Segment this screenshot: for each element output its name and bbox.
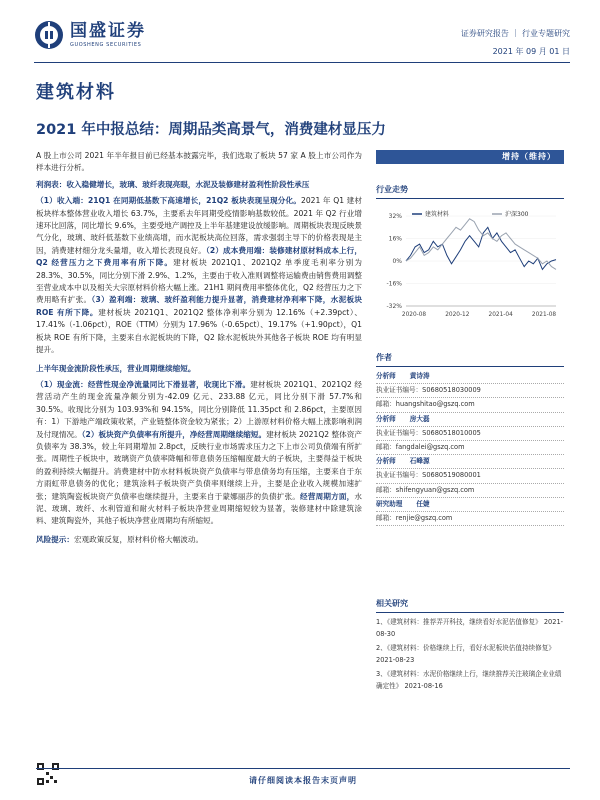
author-cert: S0680518030009 [422,386,481,395]
p1-label: （1）收入端： [36,196,88,206]
cf-p2-body: 建材板块 2021Q2 整体资产负债率为 38.3%，较上年同期增加 2.8pct，反映行业市场需求压力之下上市公司负债端有所扩张。周期性子板块中，玻璃资产负债率降幅和带息债务压缩幅度最大的子板块，主要得益于板块的盈利持续大幅提升。消费建材中防水材料板块资产负债率与带息债务均有压缩，主要来自于东方雨虹带息债务的优化；建筑涂料子板块资产负债率则继续上升，主要是企业收入规模加速扩张；建筑陶瓷板块资产负债率也继续提升，主要来自于蒙娜丽莎的负债扩张。 [36,429,363,501]
sector-title: 建筑材料 [36,82,116,103]
author-cert: S0680518010005 [422,428,481,437]
company-logo [34,20,146,50]
author-block [376,413,564,456]
author-block [376,370,564,413]
report-date: 2021 年 09 月 01 日 [492,47,570,56]
y-tick-label: -16% [386,280,402,288]
section-lead-cashflow: 上半年现金流阶段性承压，营业周期继续缩短。 [36,363,196,373]
legend-label: 建筑材料 [425,211,450,218]
rating-badge: 增持（维持） [376,150,564,164]
cf-p2-tail: 水泥、玻璃、玻纤、水利管道和耐火材料子板块净营业周期缩短较为显著，装修建材中除建筑涂料、建筑陶瓷外，其他子板块净营业周期均有所缩短。 [36,491,363,526]
trend-chart [376,206,564,328]
trend-chart-svg [376,206,564,328]
authors-list [376,370,564,526]
related-item[interactable] [376,616,564,641]
author-block [376,455,564,498]
intro-paragraph: A 股上市公司 2021 年半年报目前已经基本披露完毕，我们选取了板块 57 家 A 股上市公司作为样本进行分析。 [36,151,362,173]
author-email[interactable]: huangshitao@gszq.com [395,400,475,409]
logo-text-en: GUOSHENG SECURITIES [70,42,142,48]
y-tick-label: 32% [388,213,402,220]
author-role: 研究助理 [376,499,403,508]
series-line-index [406,219,556,270]
cf-p1-body: 建材板块 2021Q1、2021Q2 经营活动产生的现金流量净额分别为-42.09 亿元、233.88 亿元，同比分别下滑 57.7%和 30.5%。收现比分别为 103.93%和 94.15%，同比分别降低 11.35pct 和 2.86pct，主要原因有：1）下游地产端政策收紧，产业链整体资金较为紧张；2）上游原材料价格大幅上涨影响利润及付现情况。 [36,379,362,439]
cert-label: 执业证书编号： [376,471,423,480]
author-name: 房大磊 [409,414,430,423]
related-text: 1、《建筑材料：推荐弄开科技，继续看好水泥估值修复》 [376,618,542,626]
p3-head: 玻璃、玻纤盈利能力提升显著，消费建材净利率下降，水泥板块 ROE 有所下降。 [36,295,362,317]
related-item[interactable] [376,642,564,667]
author-role: 分析师 [376,457,396,466]
email-label: 邮箱： [376,514,396,523]
author-role: 分析师 [376,414,396,423]
author-name: 任婕 [416,499,430,508]
p1-body: 2021 年 Q1 建材板块样本整体营业收入增长 63.7%，主要系去年同期受疫情影响基数较低。2021 年 Q2 行业增速环比回落，同比增长 9.6%，主要受地产调控及上半年基建建设放缓影响。周期板块表现反映景气分化，玻璃、玻纤低基数下业绩高增，而水泥板块高位回落，需求强弱主导下的价格表现是主因，消费建材细分龙头量增，收入增长表现良好。 [36,196,362,255]
author-email[interactable]: fangdalei@gszq.com [395,443,465,452]
logo-text-cn: 国盛证券 [70,21,146,41]
chart-section-title: 行业走势 [376,184,564,199]
y-tick-label: 16% [388,235,402,243]
author-name: 石峰源 [409,457,430,466]
section-lead-income: 利润表：收入稳健增长，玻璃、玻纤表现亮眼，水泥及装修建材盈利性阶段性承压 [36,179,310,189]
report-type: 证券研究报告 ｜ 行业专题研究 [460,29,570,38]
email-label: 邮箱： [376,443,396,452]
related-title: 相关研究 [376,598,564,613]
footer-disclaimer: 请仔细阅读本报告末页声明 [36,768,570,786]
related-date: 2021-08-30 [376,618,564,639]
cf-p2-head2: 经营周期方面， [300,491,355,501]
p3-body: 建材板块 2021Q1、2021Q2 整体净利率分别为 12.16%（+2.39pct）、17.41%（-1.06pct），ROE（TTM）分别为 17.96%（-0.65pct）、19.17%（+1.90pct），Q1 板块 ROE 有所下降，主要来自水泥板块的下降，Q2 除水泥板块外其他各子板块 ROE 均有明显提升。 [36,307,363,355]
x-tick-label: 2021-04 [488,312,513,318]
author-name: 黄诗涛 [409,372,430,380]
author-email[interactable]: renjie@gszq.com [395,514,453,523]
risk-text: 宏观政策反复，原材料价格大幅波动。 [73,534,204,544]
email-label: 邮箱： [376,485,396,494]
main-body [36,150,362,549]
cashflow-paragraph [36,379,362,528]
guosheng-logo-icon [34,20,64,50]
email-label: 邮箱： [376,400,396,409]
related-item[interactable] [376,668,564,693]
cf-p1-label: （1）现金流： [36,379,88,389]
related-text: 3、《建筑材料：水泥价格继续上行，继续推荐关注玻璃企业业绩确定性》 [376,669,562,691]
report-title: 2021 年中报总结：周期品类高景气，消费建材显压力 [36,122,386,138]
x-tick-label: 2021-08 [531,312,557,318]
p3-label: （3）盈利端： [91,295,141,305]
p1-head: 21Q1 在同期低基数下高速增长，21Q2 板块表现呈现分化。 [87,196,302,206]
cert-label: 执业证书编号： [376,428,423,437]
author-cert: S0680519080001 [422,471,481,480]
related-date: 2021-08-23 [376,656,415,665]
income-paragraph [36,195,362,356]
related-text: 2、《建筑材料：价格继续上行，看好水泥板块估值持续修复》 [376,643,555,652]
legend-label: 沪深300 [505,211,529,218]
p2-label: （2）成本费用端： [205,245,270,255]
authors-title: 作者 [376,352,564,367]
p2-body: 建材板块 2021Q1、2021Q2 单季度毛利率分别为 28.3%、30.5%，同比分别下滑 2.9%、1.2%，主要由于收入准则调整将运输费由销售费用调整至营业成本中以及相关大宗原材料价格大幅上涨。21H1 期间费用率整体优化，Q2 经营压力之下费用略有扩张。 [36,258,362,305]
p2-head: 装修建材原材料成本上行，Q2 经营压力之下费用率有所下降。 [36,245,363,268]
author-email[interactable]: shifengyuan@gszq.com [395,485,475,494]
related-date: 2021-08-16 [404,682,443,691]
related-list [376,616,564,693]
x-tick-label: 2020-12 [445,312,470,318]
risk-label: 风险提示： [36,534,74,544]
risk-note [36,534,362,546]
y-tick-label: 0% [392,258,402,265]
author-block [376,498,564,526]
cf-p1-head: 经营性现金净流量同比下滑显著，收现比下滑。 [87,379,251,389]
cf-p2-label: （2）板块资产负债率有所提升，净经营周期继续缩短。 [81,429,267,439]
y-tick-label: -32% [386,303,402,310]
cert-label: 执业证书编号： [376,386,423,395]
header-divider [34,62,570,63]
x-tick-label: 2020-08 [401,312,427,318]
author-role: 分析师 [376,372,396,380]
